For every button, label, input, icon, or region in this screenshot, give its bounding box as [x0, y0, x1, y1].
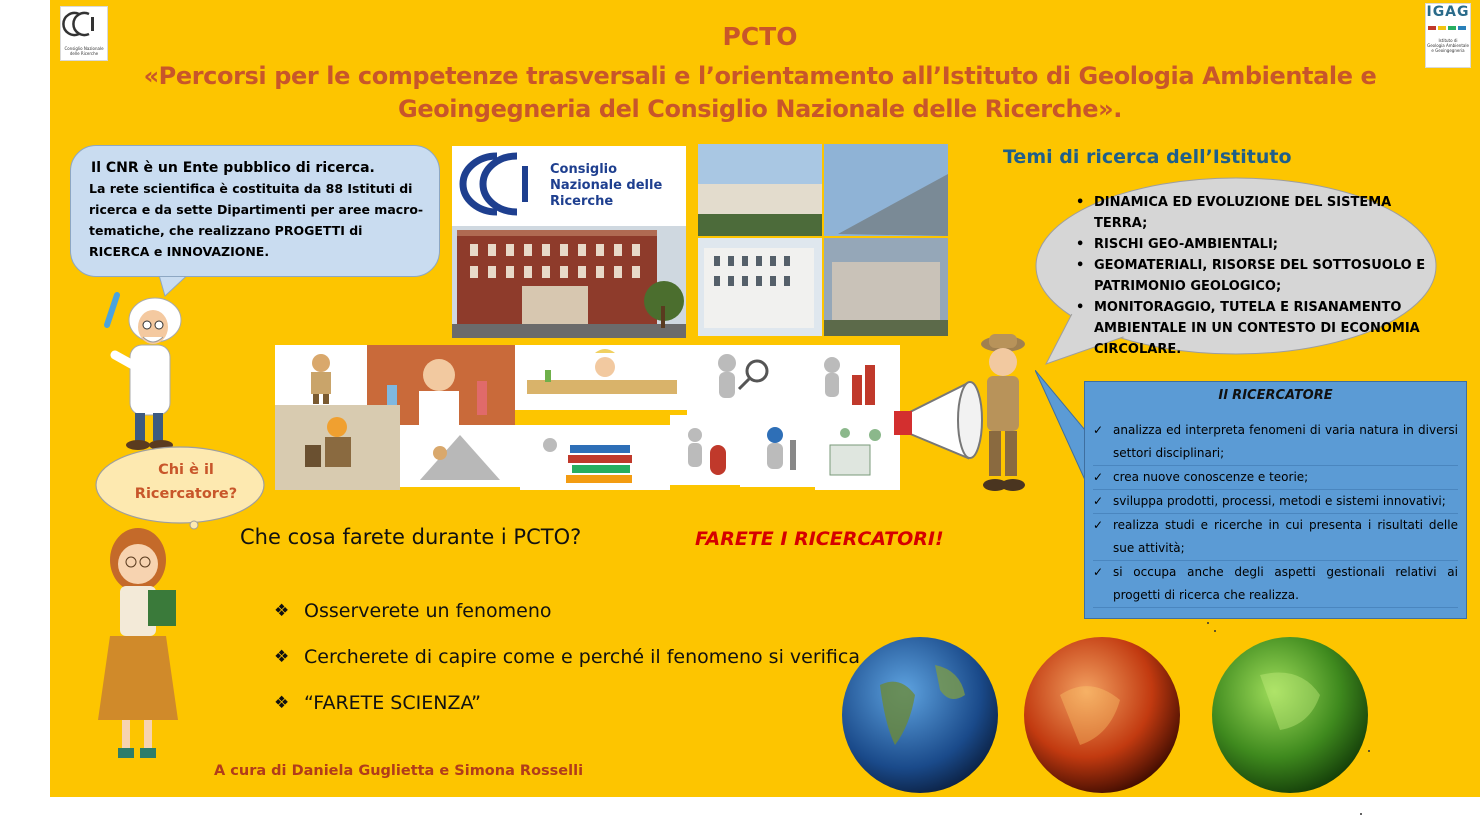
activities-list: [274, 588, 860, 726]
igag-logo-line1: Istituto di: [1438, 38, 1458, 43]
cnr-photo-caption-line2: Nazionale delle: [550, 178, 663, 193]
cnr-photo-caption-line3: Ricerche: [550, 194, 614, 209]
question-cloud: [126, 458, 246, 506]
question-cloud-line2: Ricercatore?: [134, 486, 238, 502]
geologist-icon: [400, 425, 520, 487]
poster-subtitle-line1: «Percorsi per le competenze trasversali e l’orientamento all’Istituto di Geologia Ambientale e: [143, 62, 1377, 90]
decorative-dot: [1207, 622, 1209, 624]
ricercatore-box: [1084, 381, 1467, 619]
books-icon: [520, 425, 670, 490]
igag-logo-line3: e Geoingegneria: [1431, 48, 1465, 53]
wrench-figure-icon: [740, 415, 815, 487]
themes-title: Temi di ricerca dell’Istituto: [1003, 146, 1292, 168]
collage-tile: [797, 345, 900, 415]
collage-tile: [275, 345, 367, 405]
decorative-dot: [1360, 813, 1362, 815]
credits: A cura di Daniela Guglietta e Simona Rosselli: [214, 763, 584, 779]
theme-item: • GEOMATERIALI, RISORSE DEL SOTTOSUOLO E PATRIMONIO GEOLOGICO;: [1072, 255, 1440, 297]
collage-tile: [687, 345, 797, 415]
activity-item: [274, 634, 860, 680]
pcto-question: Che cosa farete durante i PCTO?: [240, 525, 582, 549]
diamond-bullet-icon: ❖: [274, 601, 290, 621]
igag-logo-line2: Geologia Ambientale: [1427, 43, 1469, 48]
student-illustration: [88, 520, 188, 770]
cnr-bubble-body: La rete scientifica è costituita da 88 Istituti di ricerca e da sette Dipartimenti per aree macro-tematiche, che realizzano PROGETTI di RICERCA e INNOVAZIONE.: [89, 181, 424, 259]
cnr-photo-caption-line1: Consiglio: [550, 162, 618, 177]
graduate-chart-icon: [797, 345, 900, 415]
activity-item: [274, 680, 860, 726]
collage-tile: [740, 415, 815, 487]
ricercatore-item: ✓ analizza ed interpreta fenomeni di varia natura in diversi settori disciplinari;: [1093, 419, 1458, 466]
poster-subtitle: [70, 60, 1450, 126]
pill-figure-icon: [670, 415, 740, 485]
activity-text: “FARETE SCIENZA”: [304, 692, 481, 714]
ricercatore-item: ✓ crea nuove conoscenze e teorie;: [1093, 466, 1458, 490]
ricercatore-item: ✓ sviluppa prodotti, processi, metodi e sistemi innovativi;: [1093, 490, 1458, 514]
earth-globes: [840, 635, 1390, 795]
explorer-illustration: [965, 330, 1040, 505]
pcto-answer: FARETE I RICERCATORI!: [695, 528, 944, 550]
ricercatore-item: ✓ si occupa anche degli aspetti gestionali relativi ai progetti di ricerca che realizza.: [1093, 561, 1458, 608]
collage-tile: [515, 345, 687, 410]
cnr-photo-caption: [550, 162, 662, 210]
poster-subtitle-line2: Geoingegneria del Consiglio Nazionale delle Ricerche».: [398, 95, 1122, 123]
themes-list: [1072, 192, 1440, 360]
question-cloud-line1: Chi è il: [158, 462, 214, 478]
activity-text: Osserverete un fenomeno: [304, 600, 552, 622]
collage-tile: [520, 425, 670, 490]
decorative-dot: [1368, 750, 1370, 752]
diamond-bullet-icon: ❖: [274, 647, 290, 667]
magnifier-figure-icon: [687, 345, 797, 415]
igag-buildings-image: [698, 144, 948, 336]
collage-tile: [400, 425, 520, 487]
lab-desk-icon: [515, 345, 687, 410]
theme-item: • RISCHI GEO-AMBIENTALI;: [1072, 234, 1440, 255]
cnr-info-bubble: [70, 145, 440, 277]
explorer-icon: [275, 345, 367, 405]
decorative-dot: [1214, 630, 1216, 632]
cnr-bubble-heading: Il CNR è un Ente pubblico di ricerca.: [91, 160, 375, 176]
theme-item: • MONITORAGGIO, TUTELA E RISANAMENTO AMBIENTALE IN UN CONTESTO DI ECONOMIA CIRCOLARE.: [1072, 297, 1440, 360]
poster: [50, 0, 1480, 797]
miner-icon: [275, 405, 400, 490]
diamond-bullet-icon: ❖: [274, 693, 290, 713]
activity-text: Cercherete di capire come e perché il fenomeno si verifica: [304, 646, 860, 668]
cnr-building-photo: [452, 146, 686, 338]
scientist-illustration: [95, 285, 185, 455]
ricercatore-item: ✓ realizza studi e ricerche in cui presenta i risultati delle sue attività;: [1093, 514, 1458, 561]
ricercatore-title: Il RICERCATORE: [1218, 388, 1333, 403]
researcher-collage: [275, 345, 900, 490]
poster-title: PCTO: [722, 22, 798, 51]
igag-buildings-collage: [698, 144, 948, 336]
igag-logo-title: IGAG: [1426, 4, 1470, 20]
cnr-logo-line2: delle Ricerche: [69, 51, 99, 56]
collage-tile: [275, 405, 400, 490]
earth-globe-icon: [842, 637, 998, 793]
theme-item: • DINAMICA ED EVOLUZIONE DEL SISTEMA TERRA;: [1072, 192, 1440, 234]
activity-item: [274, 588, 860, 634]
collage-tile: [670, 415, 740, 485]
cnr-logo-line1: Consiglio Nazionale: [64, 46, 104, 51]
ricercatore-list: [1093, 419, 1458, 608]
